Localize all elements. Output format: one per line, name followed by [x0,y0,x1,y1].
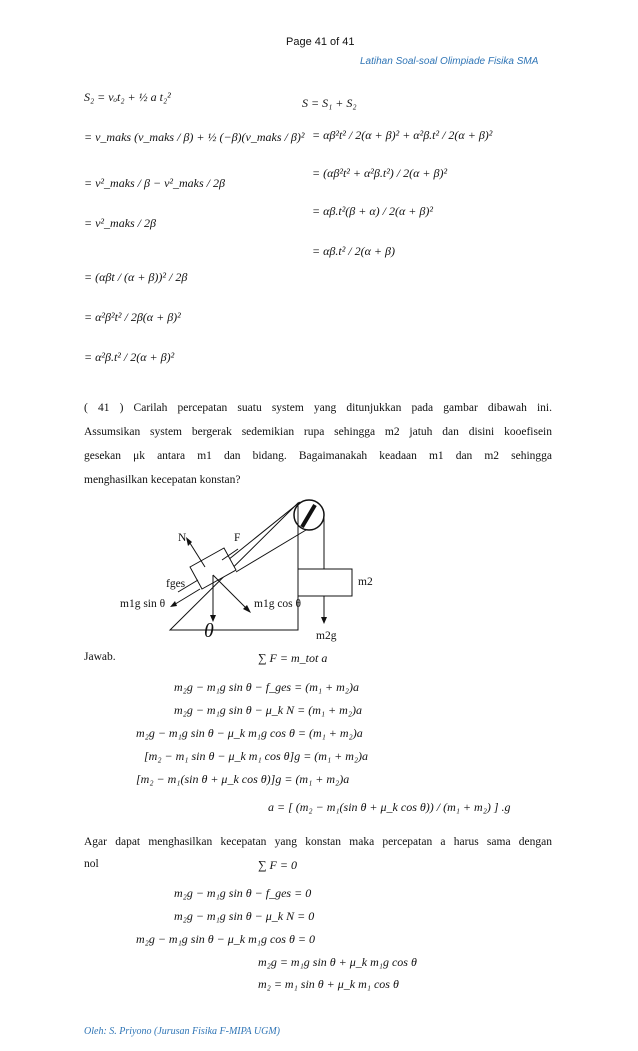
equation: a = [ (m₂ − m₁(sin θ + μ_k cos θ)) / (m₁ + m₂) ] .g [268,800,511,814]
equation: m₂g − m₁g sin θ − f_ges = 0 [174,886,312,900]
label-m1g-cos: m1g cos θ [254,598,302,610]
label-f: F [234,532,241,544]
string [236,530,306,572]
equation: S = S₁ + S₂ [302,96,357,110]
string [228,502,300,560]
equation: m₂g − m₁g sin θ − μ_k N = 0 [174,909,315,923]
equation: [m₂ − m₁ sin θ − μ_k m₁ cos θ]g = (m₁ + m₂)a [144,749,369,763]
label-n: N [178,532,187,544]
pulley-mount [302,505,315,527]
problem-line: ( 41 ) Carilah percepatan suatu system yang ditunjukkan pada gambar dibawah ini. [84,402,552,414]
label-m2g: m2g [316,630,337,642]
equation: = v²_maks / β − v²_maks / 2β [84,176,225,190]
block-m2 [298,569,352,596]
problem-line: gesekan μk antara m1 dan bidang. Bagaimanakah keadaan m1 dan m2 sehingga [84,450,552,462]
solution-text: Agar dapat menghasilkan kecepatan yang konstan maka percepatan a harus sama dengan [84,836,552,848]
equation: m₂g − m₁g sin θ − μ_k N = (m₁ + m₂)a [174,703,362,717]
equation: m₂g − m₁g sin θ − μ_k m₁g cos θ = 0 [136,932,315,946]
equation: [m₂ − m₁(sin θ + μ_k cos θ)]g = (m₁ + m₂)a [136,772,350,786]
solution-text: nol [84,858,99,870]
label-m1g-sin: m1g sin θ [120,598,166,610]
equation: m₂ = m₁ sin θ + μ_k m₁ cos θ [258,977,399,991]
equation: = α²β²t² / 2β(α + β)² [84,310,181,324]
equation: = αβ.t² / 2(α + β) [312,244,396,258]
label-m2: m2 [358,576,373,588]
footer-author: Oleh: S. Priyono (Jurusan Fisika F-MIPA UGM) [84,1026,280,1037]
problem-line: Assumsikan system bergerak sedemikian rupa sehingga m2 jatuh dan disini kooefisein [84,426,552,438]
equation: = αβ.t²(β + α) / 2(α + β)² [312,204,433,218]
equation: ∑ F = 0 [258,858,297,872]
equation: ∑ F = m_tot a [258,651,328,665]
problem-line: menghasilkan kecepatan konstan? [84,474,241,486]
equation: = v_maks (v_maks / β) + ½ (−β)(v_maks / β)² [84,130,305,144]
equation: m₂g = m₁g sin θ + μ_k m₁g cos θ [258,955,417,969]
equation: = v²_maks / 2β [84,216,156,230]
label-fges: fges [166,578,186,590]
equation: S₂ = vₒt₂ + ½ a t₂² [84,90,171,104]
equation: = αβ²t² / 2(α + β)² + α²β.t² / 2(α + β)² [312,128,493,142]
jawab-label: Jawab. [84,651,116,663]
equation: m₂g − m₁g sin θ − μ_k m₁g cos θ = (m₁ + m₂)a [136,726,363,740]
page-label: Page 41 of 41 [286,36,355,48]
equation: = (αβt / (α + β))² / 2β [84,270,188,284]
equation: m₂g − m₁g sin θ − f_ges = (m₁ + m₂)a [174,680,359,694]
label-theta: θ [204,620,214,642]
m1g-sin-arrow [172,589,200,606]
m1g-cos-arrow [213,575,248,610]
equation: = (αβ²t² + α²β.t²) / 2(α + β)² [312,166,448,180]
equation: = α²β.t² / 2(α + β)² [84,350,175,364]
document-subtitle: Latihan Soal-soal Olimpiade Fisika SMA [360,56,539,67]
